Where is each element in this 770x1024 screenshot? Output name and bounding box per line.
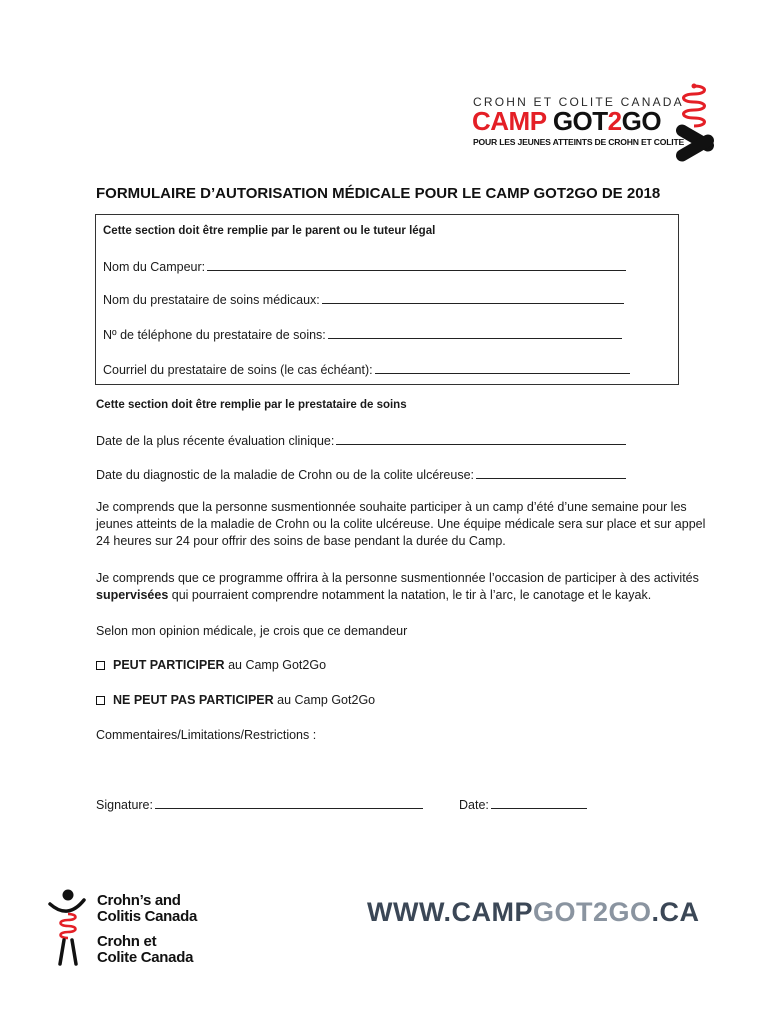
paragraph-camp-info: Je comprends que la personne susmentionnée souhaite participer à un camp d’été d’une semaine pour les jeunes atteints de la maladie de Crohn ou la colite ulcéreuse. Une équipe médicale sera sur place et sur appel 24 heures sur 24 pour offrir des soins de base pendant la durée du Camp.: [96, 500, 706, 548]
diagnosis-date-input[interactable]: [476, 466, 626, 479]
option-can-participate: [96, 657, 326, 673]
provider-phone-input[interactable]: [328, 326, 622, 339]
got-word: GOT: [552, 106, 608, 136]
url-part-a: WWW.CAMP: [367, 897, 533, 927]
field-label: Nº de téléphone du prestataire de soins:: [103, 328, 326, 342]
url-part-b: GOT2GO: [532, 897, 652, 927]
website-url[interactable]: [367, 897, 699, 928]
provider-email-input[interactable]: [375, 361, 630, 374]
option-bold: NE PEUT PAS PARTICIPER: [113, 693, 274, 707]
field-label: Courriel du prestataire de soins (le cas échéant):: [103, 363, 373, 377]
field-diagnosis-date: [96, 466, 626, 483]
ccc-en-line1: Crohn’s and: [97, 892, 181, 909]
field-label: Nom du prestataire de soins médicaux:: [103, 293, 320, 307]
intestine-logo-icon: [664, 82, 724, 164]
can-participate-checkbox[interactable]: [96, 661, 105, 670]
field-label: Nom du Campeur:: [103, 260, 206, 274]
field-provider-phone: [103, 326, 622, 343]
last-evaluation-input[interactable]: [336, 432, 626, 445]
medical-opinion-text: Selon mon opinion médicale, je crois que ce demandeur: [96, 624, 408, 638]
field-label: Date:: [459, 798, 489, 812]
ccc-name-en: [97, 893, 197, 925]
option-cannot-participate: [96, 692, 375, 708]
field-camper-name: [103, 258, 626, 275]
option-rest: au Camp Got2Go: [273, 693, 376, 707]
provider-section-heading: Cette section doit être remplie par le prestataire de soins: [96, 399, 407, 411]
field-label: Date de la plus récente évaluation clinique:: [96, 434, 335, 448]
field-signature: [96, 796, 423, 813]
field-provider-email: [103, 361, 630, 378]
paragraph-activities: [96, 570, 706, 604]
signature-input[interactable]: [155, 796, 423, 809]
ccc-name-fr: [97, 934, 193, 966]
ccc-en-line2: Colitis Canada: [97, 908, 197, 925]
option-bold: PEUT PARTICIPER: [113, 658, 225, 672]
paragraph-text: Je comprends que ce programme offrira à la personne susmentionnée l’occasion de participer à des activités: [96, 571, 699, 585]
url-part-c: .CA: [651, 897, 700, 927]
camp-word: CAMP: [472, 106, 547, 136]
field-last-evaluation: [96, 432, 626, 449]
two-digit: 2: [607, 106, 622, 136]
crohns-colitis-person-icon: [46, 888, 86, 968]
field-date: [459, 796, 587, 813]
form-title: FORMULAIRE D’AUTORISATION MÉDICALE POUR LE CAMP GOT2GO DE 2018: [96, 185, 661, 202]
ccc-fr-line1: Crohn et: [97, 933, 157, 950]
cannot-participate-checkbox[interactable]: [96, 696, 105, 705]
date-input[interactable]: [491, 796, 587, 809]
go-word: GO: [621, 106, 662, 136]
camp-subtitle: POUR LES JEUNES ATTEINTS DE CROHN ET COLITE: [473, 137, 685, 147]
org-name: CROHN ET COLITE CANADA: [473, 95, 684, 109]
provider-name-input[interactable]: [322, 291, 624, 304]
camper-name-input[interactable]: [207, 258, 626, 271]
paragraph-text: qui pourraient comprendre notamment la natation, le tir à l’arc, le canotage et le kayak.: [168, 588, 652, 602]
paragraph-bold: supervisées: [96, 588, 169, 602]
comments-input[interactable]: [96, 746, 676, 786]
field-label: Date du diagnostic de la maladie de Crohn ou de la colite ulcéreuse:: [96, 468, 475, 482]
ccc-fr-line2: Colite Canada: [97, 949, 194, 966]
field-label: Signature:: [96, 798, 153, 812]
camp-logo-text: [472, 104, 661, 138]
comments-label: Commentaires/Limitations/Restrictions :: [96, 728, 317, 742]
parent-section-heading: Cette section doit être remplie par le parent ou le tuteur légal: [103, 225, 436, 237]
option-rest: au Camp Got2Go: [224, 658, 327, 672]
field-provider-name: [103, 291, 624, 308]
